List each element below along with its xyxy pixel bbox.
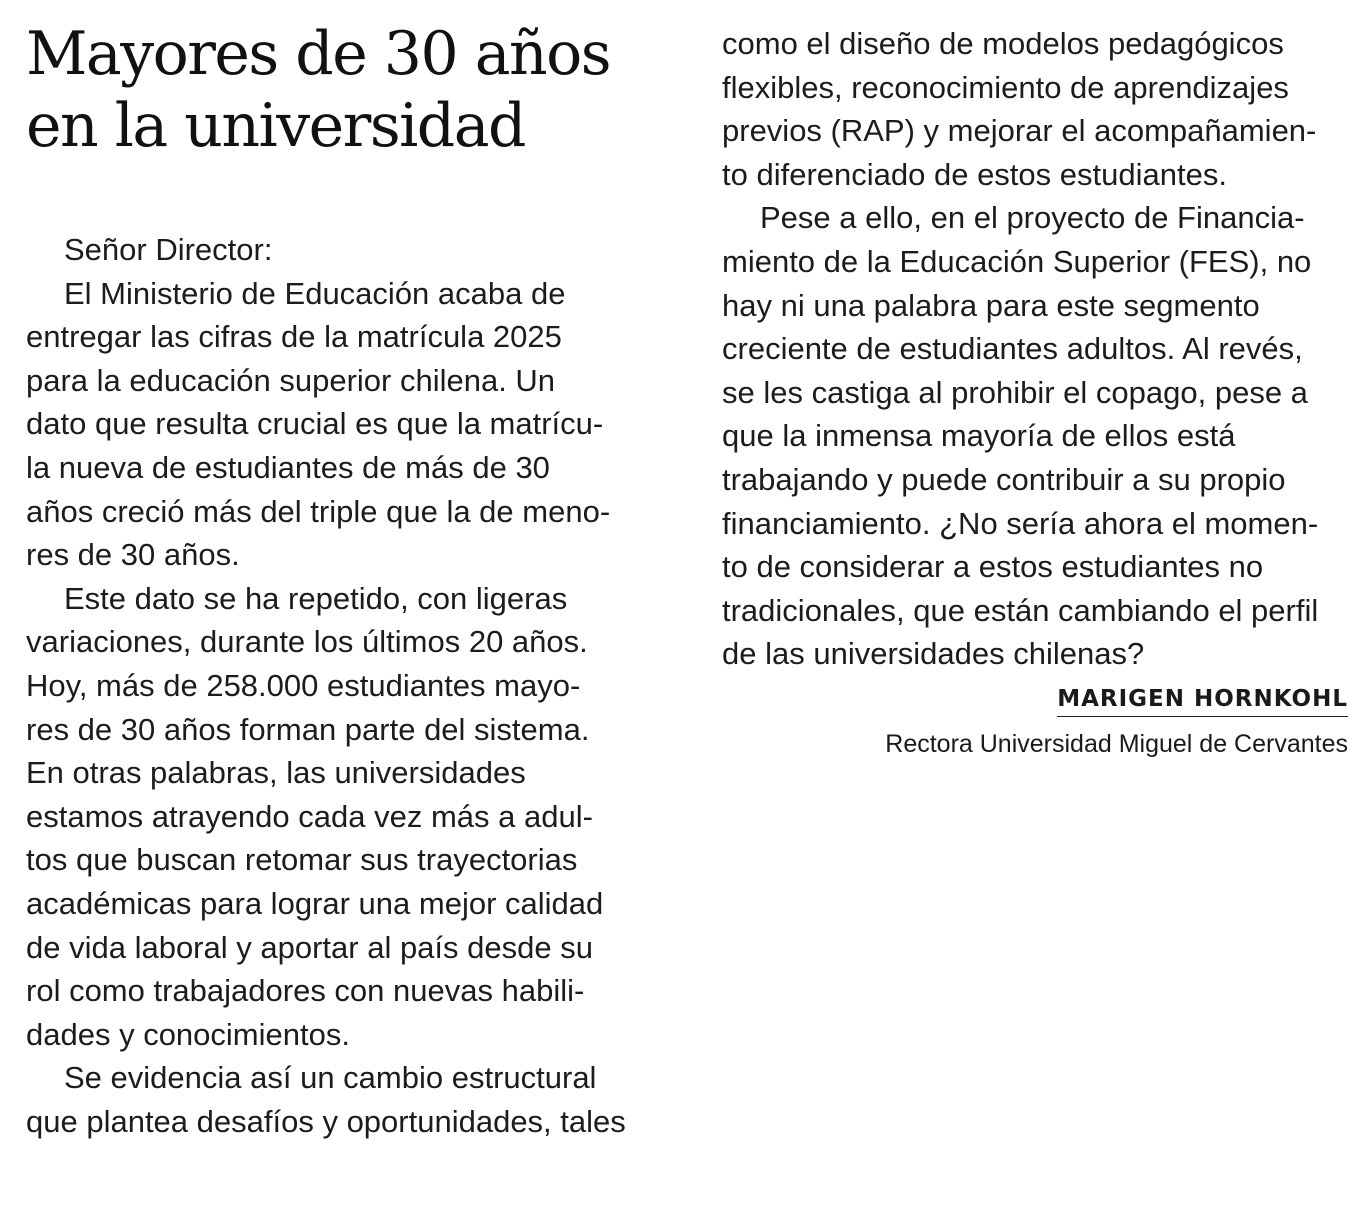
text-line: hay ni una palabra para este segmento bbox=[722, 287, 1260, 323]
text-line: Señor Director: bbox=[64, 232, 273, 267]
text-line: años creció más del triple que la de meno- bbox=[26, 493, 611, 529]
author-role: Rectora Universidad Miguel de Cervantes bbox=[885, 730, 1348, 758]
text-line: que la inmensa mayoría de ellos está bbox=[722, 418, 1236, 454]
text-line: Hoy, más de 258.000 estudiantes mayo- bbox=[26, 667, 581, 703]
text-line: Pese a ello, en el proyecto de Financia- bbox=[760, 200, 1305, 236]
text-line: flexibles, reconocimiento de aprendizajes bbox=[722, 69, 1289, 105]
text-line: la nueva de estudiantes de más de 30 bbox=[26, 449, 550, 485]
text-line: res de 30 años forman parte del sistema. bbox=[26, 711, 590, 747]
text-line: dades y conocimientos. bbox=[26, 1016, 350, 1052]
text-line: trabajando y puede contribuir a su propio bbox=[722, 461, 1286, 497]
text-line: académicas para lograr una mejor calidad bbox=[26, 885, 604, 921]
text-line: que plantea desafíos y oportunidades, tales bbox=[26, 1103, 626, 1139]
text-line: to de considerar a estos estudiantes no bbox=[722, 549, 1264, 585]
text-line: de las universidades chilenas? bbox=[722, 636, 1145, 672]
text-line: de vida laboral y aportar al país desde su bbox=[26, 929, 593, 965]
headline-line: Mayores de 30 años bbox=[26, 19, 611, 89]
text-line: previos (RAP) y mejorar el acompañamien- bbox=[722, 113, 1317, 149]
text-line: variaciones, durante los últimos 20 años. bbox=[26, 624, 588, 660]
text-line: El Ministerio de Educación acaba de bbox=[64, 275, 566, 311]
text-line: como el diseño de modelos pedagógicos bbox=[722, 26, 1284, 61]
text-line: entregar las cifras de la matrícula 2025 bbox=[26, 319, 562, 355]
text-line: Se evidencia así un cambio estructural bbox=[64, 1060, 597, 1096]
text-line: estamos atrayendo cada vez más a adul- bbox=[26, 798, 593, 834]
text-line: tradicionales, que están cambiando el perfil bbox=[722, 592, 1319, 628]
headline-line: en la universidad bbox=[26, 91, 525, 161]
text-line: tos que buscan retomar sus trayectorias bbox=[26, 842, 578, 878]
text-line: rol como trabajadores con nuevas habili- bbox=[26, 973, 585, 1009]
headline bbox=[26, 18, 610, 162]
text-line: creciente de estudiantes adultos. Al revés, bbox=[722, 331, 1303, 367]
text-line: miento de la Educación Superior (FES), no bbox=[722, 243, 1312, 279]
author-name: MARIGEN HORNKOHL bbox=[1057, 686, 1348, 717]
letter-column-right bbox=[722, 22, 1362, 676]
text-line: financiamiento. ¿No sería ahora el momen- bbox=[722, 505, 1319, 541]
letter-column-left bbox=[26, 228, 666, 1143]
text-line: res de 30 años. bbox=[26, 537, 240, 573]
text-line: Este dato se ha repetido, con ligeras bbox=[64, 580, 568, 616]
text-line: dato que resulta crucial es que la matrícu- bbox=[26, 406, 604, 442]
text-line: para la educación superior chilena. Un bbox=[26, 362, 556, 398]
text-line: to diferenciado de estos estudiantes. bbox=[722, 156, 1227, 192]
text-line: se les castiga al prohibir el copago, pese a bbox=[722, 374, 1308, 410]
text-line: En otras palabras, las universidades bbox=[26, 755, 526, 791]
